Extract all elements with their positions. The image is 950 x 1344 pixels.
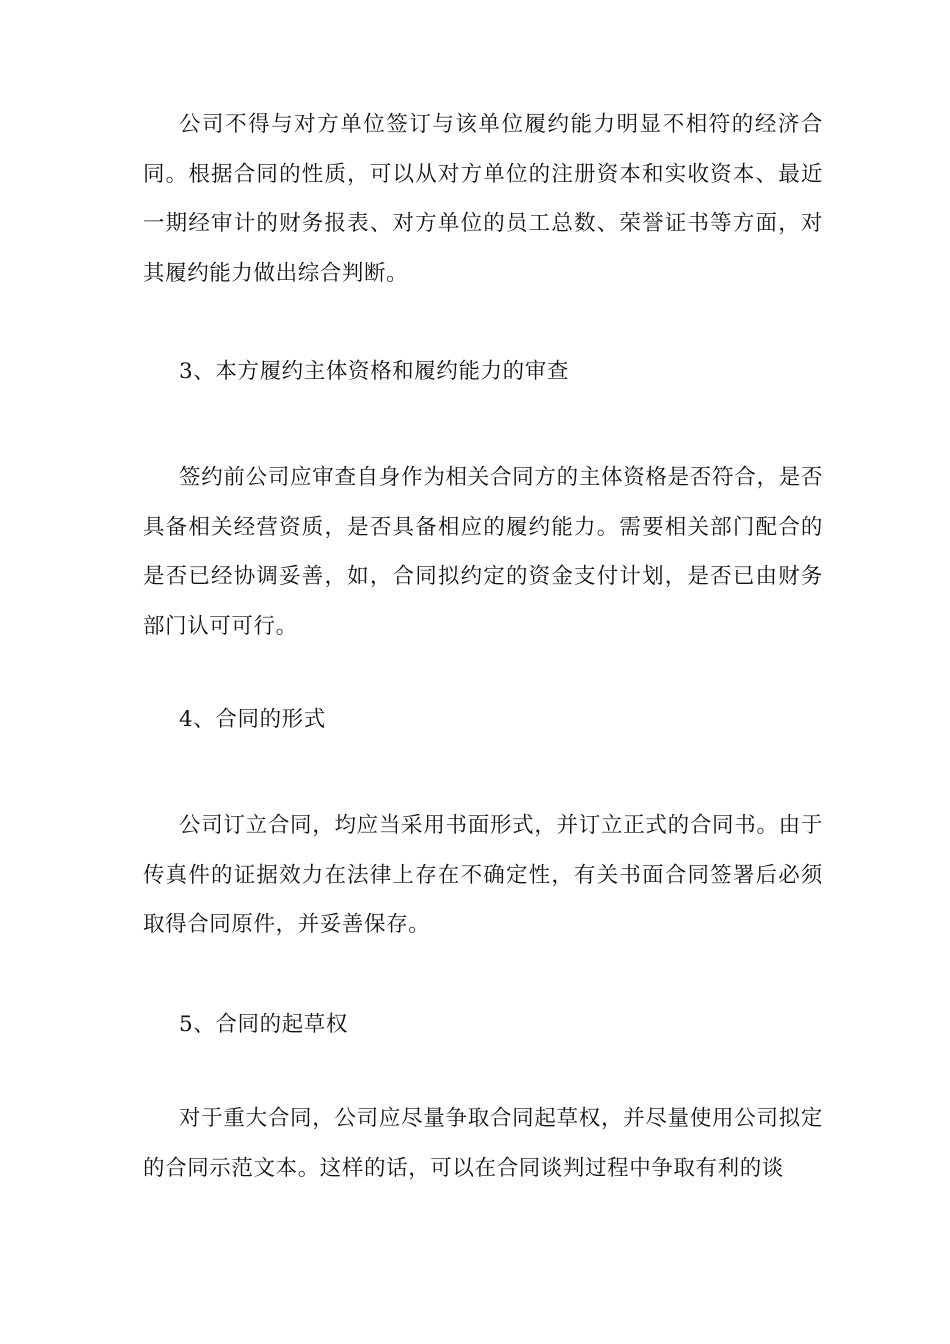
heading-section-3: 3、本方履约主体资格和履约能力的审查 [179, 359, 569, 384]
paragraph-drafting-right: 对于重大合同，公司应尽量争取合同起草权，并尽量使用公司拟定的合同示范文本。这样的话，可以在合同谈判过程中争取有利的谈 [143, 1106, 823, 1181]
paragraph-counterparty-capability: 公司不得与对方单位签订与该单位履约能力明显不相符的经济合同。根据合同的性质，可以从对方单位的注册资本和实收资本、最近一期经审计的财务报表、对方单位的员工总数、荣誉证书等方面，对其履约能力做出综合判断。 [143, 112, 823, 286]
paragraph-self-review: 签约前公司应审查自身作为相关合同方的主体资格是否符合，是否具备相关经营资质，是否具备相应的履约能力。需要相关部门配合的是否已经协调妥善，如，合同拟约定的资金支付计划，是否已由财务部门认可可行。 [143, 465, 823, 639]
heading-section-5: 5、合同的起草权 [179, 1012, 348, 1037]
heading-section-4: 4、合同的形式 [179, 707, 326, 732]
paragraph-contract-form: 公司订立合同，均应当采用书面形式，并订立正式的合同书。由于传真件的证据效力在法律上存在不确定性，有关书面合同签署后必须取得合同原件，并妥善保存。 [143, 813, 823, 937]
